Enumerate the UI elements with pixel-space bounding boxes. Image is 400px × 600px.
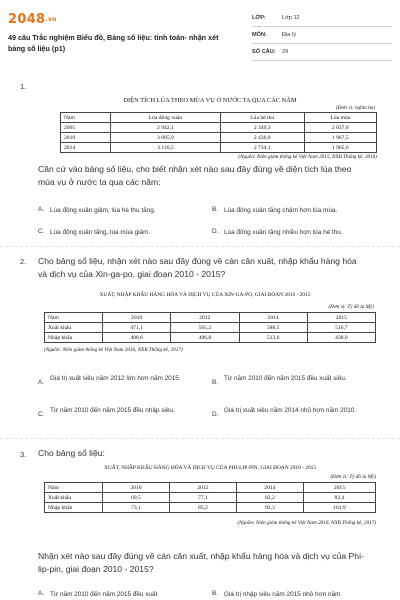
table-cell: 2 436,0: [220, 133, 304, 143]
table-header-cell: Năm: [61, 113, 111, 123]
table-cell: 2 349,3: [220, 123, 304, 133]
option-a[interactable]: [38, 590, 208, 599]
option-letter: B.: [212, 379, 219, 386]
table-header-cell: 2015: [307, 313, 375, 323]
option-text: Giá trị xuất siêu năm 2014 nhỏ hơn năm 2010.: [224, 407, 357, 414]
table-header-row: [45, 313, 376, 323]
table-row: [45, 333, 376, 343]
option-text: Giá trị nhập siêu năm 2015 nhỏ hơn năm: [224, 591, 341, 598]
table-header-cell: 2015: [303, 483, 375, 493]
option-text: Giá trị xuất siêu năm 2012 lớn hơn năm 2015.: [50, 375, 181, 382]
q2-data-table: [44, 312, 376, 343]
option-b[interactable]: [212, 374, 382, 386]
option-letter: A.: [38, 206, 45, 213]
table-unit: (Đơn vị: nghìn ha): [336, 105, 375, 111]
table-title: DIỆN TÍCH LÚA THEO MÙA VỤ Ở NƯỚC TA QUA CÁC NĂM: [123, 97, 297, 104]
table-cell: 2 942,1: [111, 123, 221, 133]
table-header-row: [45, 483, 376, 493]
option-text: Lúa đông xuân giảm, lúa hè thu tăng.: [50, 207, 156, 214]
table-cell: 2 734,1: [220, 143, 304, 153]
meta-value: Lớp 12: [282, 15, 300, 21]
table-title: XUẤT, NHẬP KHẨU HÀNG HÓA VÀ DỊCH VỤ CỦA PHI-LIP-PIN, GIAI ĐOẠN 2010 - 2015: [103, 465, 317, 471]
option-letter: A.: [38, 590, 45, 597]
option-text: Lúa đông xuân tăng nhiều hơn lúa hè thu.: [224, 229, 343, 236]
meta-row-class: [252, 10, 392, 27]
table-cell: 516,7: [307, 323, 375, 333]
table-cell: 85,2: [169, 503, 236, 513]
table-header-cell: 2012: [169, 483, 236, 493]
table-cell: Xuất khẩu: [45, 323, 103, 333]
option-letter: A.: [38, 379, 45, 386]
meta-key: LỚP:: [252, 15, 266, 21]
table-cell: 1 967,5: [304, 133, 376, 143]
table-cell: 438,0: [307, 333, 375, 343]
table-row: [45, 503, 376, 513]
table-header-cell: Lúa hè thu: [220, 113, 304, 123]
table-header-cell: Lúa mùa: [304, 113, 376, 123]
question-intro: Cho bảng số liệu:: [38, 448, 105, 458]
table-row: [61, 123, 377, 133]
question-text: Cho bảng số liệu, nhận xét nào sau đây đúng về cán cân xuất, nhập khẩu hàng hóa và dịch vụ của Xin-ga-po, giai đoạn 2010 - 2015?: [38, 256, 357, 279]
table-cell: Nhập khẩu: [45, 503, 103, 513]
table-cell: 588,5: [239, 323, 307, 333]
table-header-cell: 2010: [103, 483, 170, 493]
question-number: 3.: [20, 450, 27, 459]
table-cell: 408,6: [103, 333, 171, 343]
table-cell: 513,6: [239, 333, 307, 343]
logo-suffix: .vn: [45, 16, 57, 23]
table-cell: 471,1: [103, 323, 171, 333]
table-header-cell: 2014: [239, 313, 307, 323]
divider: [0, 246, 400, 247]
table-source: (Nguồn: Niên giám thống kê Việt Nam 2015, NXB Thống kê, 2016): [238, 154, 377, 160]
table-row: [45, 493, 376, 503]
table-cell: 2 037,8: [304, 123, 376, 133]
option-letter: C.: [38, 411, 45, 418]
option-text: Từ năm 2010 đến năm 2015 đều xuất: [50, 591, 158, 598]
table-title: XUẤT, NHẬP KHẨU HÀNG HÓA VÀ DỊCH VỤ CỦA XIN-GA-PO, GIAI ĐOẠN 2010 - 2015: [99, 292, 311, 298]
option-c[interactable]: [38, 406, 208, 418]
option-letter: C.: [38, 228, 45, 235]
meta-row-subject: [252, 27, 392, 44]
table-cell: 2005: [61, 123, 111, 133]
option-text: Từ năm 2010 đến năm 2015 đều xuất siêu.: [224, 375, 347, 382]
option-d[interactable]: [212, 228, 397, 237]
divider: [0, 438, 400, 439]
logo-text: 2048: [8, 12, 46, 27]
table-header-cell: 2010: [103, 313, 171, 323]
table-cell: Xuất khẩu: [45, 493, 103, 503]
option-c[interactable]: [38, 228, 208, 237]
meta-key: SỐ CÂU:: [252, 49, 276, 55]
option-a[interactable]: [38, 374, 208, 386]
option-text: Lúa đông xuân tăng, lúa mùa giảm.: [50, 229, 151, 236]
table-source: (Nguồn: Niên giám thống kê Việt Nam 2016, NXB Thống kê, 2017): [237, 520, 376, 526]
option-text: Từ năm 2010 đến năm 2015 đều nhập siêu.: [50, 407, 175, 414]
meta-row-count: [252, 44, 392, 61]
option-a[interactable]: [38, 206, 208, 215]
option-d[interactable]: [212, 406, 382, 418]
table-header-cell: Năm: [45, 313, 103, 323]
q3-data-table: [44, 482, 376, 513]
table-cell: 2010: [61, 133, 111, 143]
table-cell: 3 085,9: [111, 133, 221, 143]
option-text: Lúa đông xuân tăng chậm hơn lúa mùa.: [224, 207, 338, 214]
table-cell: 82,2: [236, 493, 303, 503]
table-header-cell: Lúa đông xuân: [111, 113, 221, 123]
table-cell: Nhập khẩu: [45, 333, 103, 343]
document-title: 49 câu Trắc nghiệm Biểu đồ, Bảng số liệu: tính toán- nhận xét bảng số liệu (p1): [8, 33, 219, 53]
table-cell: 69,5: [103, 493, 170, 503]
question-number: 2.: [20, 257, 27, 266]
meta-value: 29: [282, 49, 289, 55]
table-cell: 3 116,5: [111, 143, 221, 153]
option-letter: B.: [212, 206, 219, 213]
table-header-cell: 2012: [171, 313, 239, 323]
question-number: 1.: [20, 82, 27, 91]
table-unit: (Đơn vị: Tỷ đô la Mỹ): [330, 474, 376, 480]
table-row: [61, 143, 377, 153]
option-letter: B.: [212, 590, 219, 597]
table-cell: 496,8: [171, 333, 239, 343]
table-source: (Nguồn: Niên giám thống kê Việt Nam 2016, NXB Thống kê, 2017): [44, 347, 183, 353]
page-header: [0, 0, 400, 62]
table-cell: 1 965,6: [304, 143, 376, 153]
meta-key: MÔN:: [252, 32, 267, 38]
table-row: [45, 323, 376, 333]
question-text: Nhận xét nào sau đây đúng về cán cân xuất, nhập khẩu hàng hóa và dịch vụ của Phi-lip-pin, giai đoạn 2010 - 2015?: [38, 551, 364, 574]
table-cell: 565,2: [171, 323, 239, 333]
meta-value: Địa lý: [282, 32, 296, 38]
table-cell: 92,3: [236, 503, 303, 513]
site-logo[interactable]: [8, 12, 57, 27]
table-unit: (Đơn vị: Tỷ đô la Mỹ): [328, 304, 374, 310]
option-b[interactable]: [212, 206, 392, 215]
table-row: [61, 133, 377, 143]
table-cell: 2014: [61, 143, 111, 153]
table-cell: 101,9: [303, 503, 375, 513]
table-cell: 82,4: [303, 493, 375, 503]
option-b[interactable]: [212, 590, 392, 599]
table-header-row: [61, 113, 377, 123]
option-letter: D.: [212, 411, 219, 418]
option-letter: D.: [212, 228, 219, 235]
table-cell: 77,1: [169, 493, 236, 503]
table-header-cell: Năm: [45, 483, 103, 493]
table-cell: 73,1: [103, 503, 170, 513]
table-header-cell: 2014: [236, 483, 303, 493]
question-text: Căn cứ vào bảng số liệu, cho biết nhận xét nào sau đây đúng về diện tích lúa theo mùa vụ ở nước ta qua các năm:: [38, 164, 352, 187]
meta-panel: [252, 10, 392, 61]
q1-data-table: [60, 112, 377, 153]
